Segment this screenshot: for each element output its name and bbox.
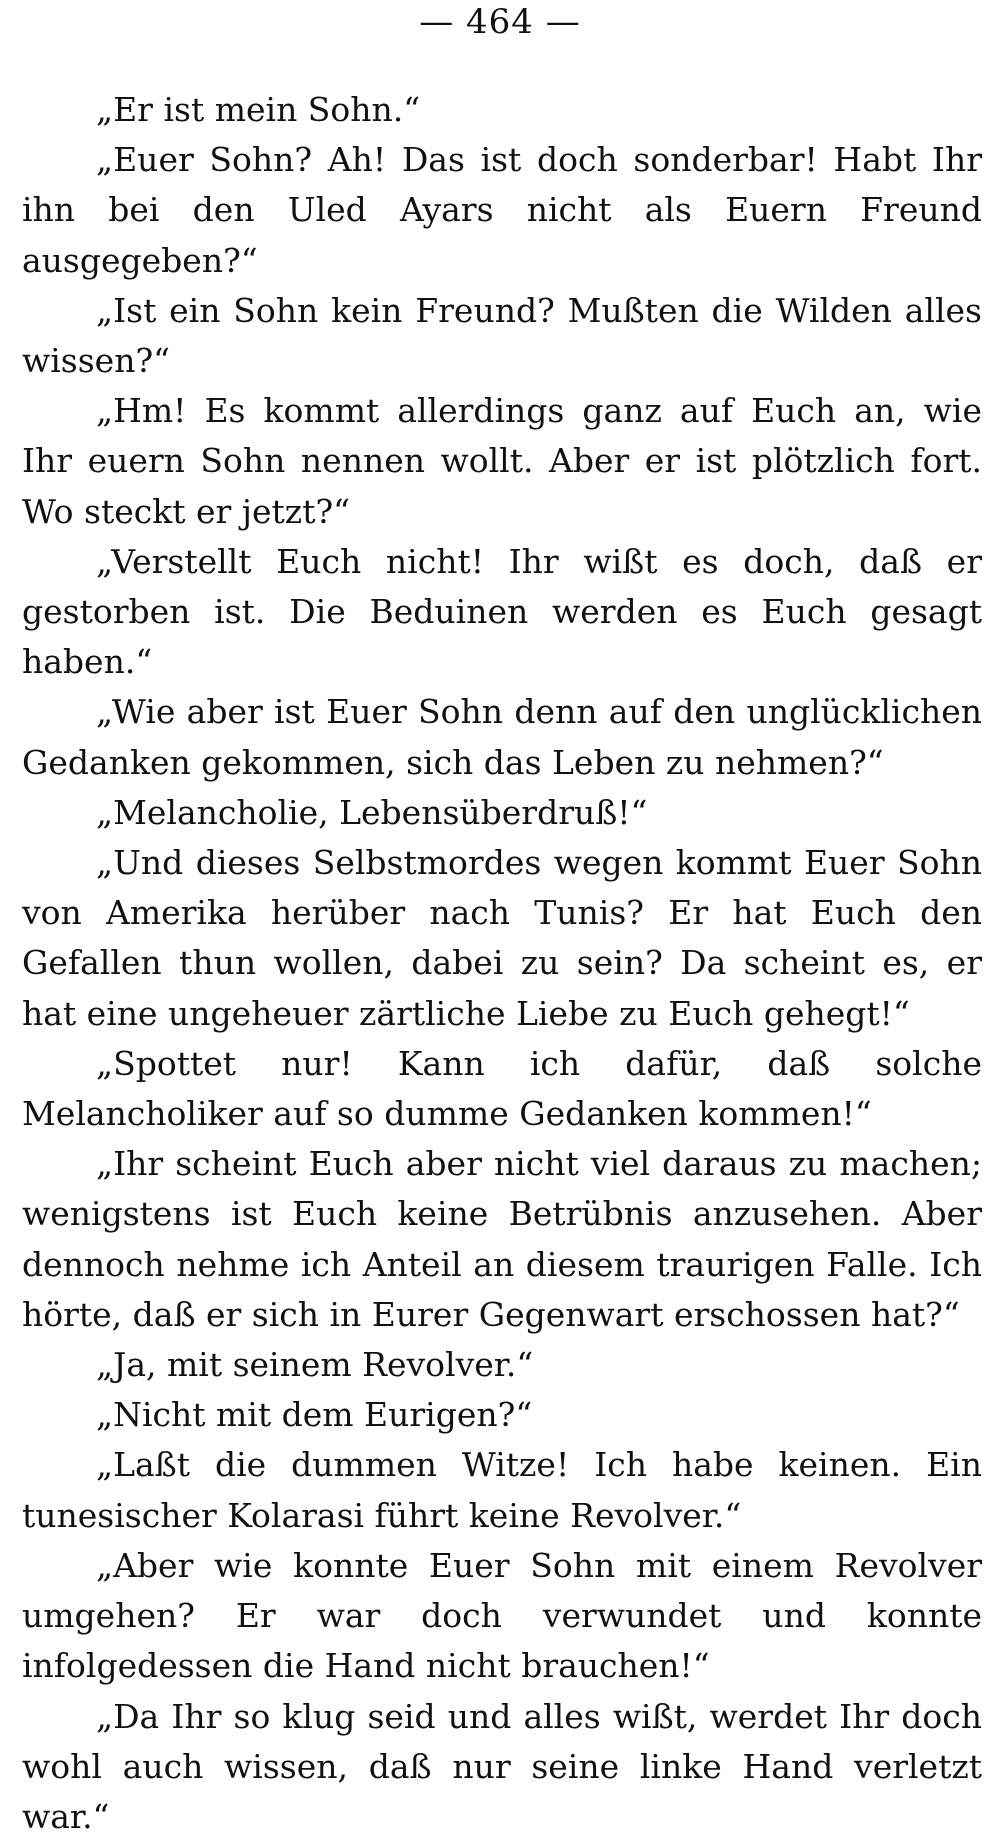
- paragraph: „Ja, mit seinem Revolver.“: [22, 1340, 982, 1390]
- body-text: [22, 85, 982, 1842]
- paragraph: „Hm! Es kommt allerdings ganz auf Euch an, wie Ihr euern Sohn nennen wollt. Aber er ist plötzlich fort. Wo steckt er jetzt?“: [22, 386, 982, 537]
- paragraph: „Spottet nur! Kann ich dafür, daß solche Melancholiker auf so dumme Gedanken kommen!“: [22, 1039, 982, 1139]
- paragraph: „Verstellt Euch nicht! Ihr wißt es doch, daß er gestorben ist. Die Beduinen werden es Euch gesagt haben.“: [22, 537, 982, 688]
- paragraph: „Nicht mit dem Eurigen?“: [22, 1390, 982, 1440]
- paragraph: „Aber wie konnte Euer Sohn mit einem Revolver umgehen? Er war doch verwundet und konnte infolgedessen die Hand nicht brauchen!“: [22, 1541, 982, 1692]
- paragraph: „Euer Sohn? Ah! Das ist doch sonderbar! Habt Ihr ihn bei den Uled Ayars nicht als Euern Freund ausgegeben?“: [22, 135, 982, 286]
- paragraph: „Da Ihr so klug seid und alles wißt, werdet Ihr doch wohl auch wissen, daß nur seine linke Hand verletzt war.“: [22, 1692, 982, 1842]
- paragraph: „Ist ein Sohn kein Freund? Mußten die Wilden alles wissen?“: [22, 286, 982, 386]
- paragraph: „Ihr scheint Euch aber nicht viel daraus zu machen; wenigstens ist Euch keine Betrübnis anzusehen. Aber dennoch nehme ich Anteil an diesem traurigen Falle. Ich hörte, daß er sich in Eurer Gegenwart erschossen hat?“: [22, 1139, 982, 1340]
- paragraph: „Laßt die dummen Witze! Ich habe keinen. Ein tunesischer Kolarasi führt keine Revolver.“: [22, 1440, 982, 1540]
- paragraph: „Und dieses Selbstmordes wegen kommt Euer Sohn von Amerika herüber nach Tunis? Er hat Euch den Gefallen thun wollen, dabei zu sein? Da scheint es, er hat eine ungeheuer zärtliche Liebe zu Euch gehegt!“: [22, 838, 982, 1039]
- paragraph: „Er ist mein Sohn.“: [22, 85, 982, 135]
- paragraph: „Wie aber ist Euer Sohn denn auf den unglücklichen Gedanken gekommen, sich das Leben zu nehmen?“: [22, 687, 982, 787]
- paragraph: „Melancholie, Lebensüberdruß!“: [22, 788, 982, 838]
- page-number: — 464 —: [0, 0, 1000, 44]
